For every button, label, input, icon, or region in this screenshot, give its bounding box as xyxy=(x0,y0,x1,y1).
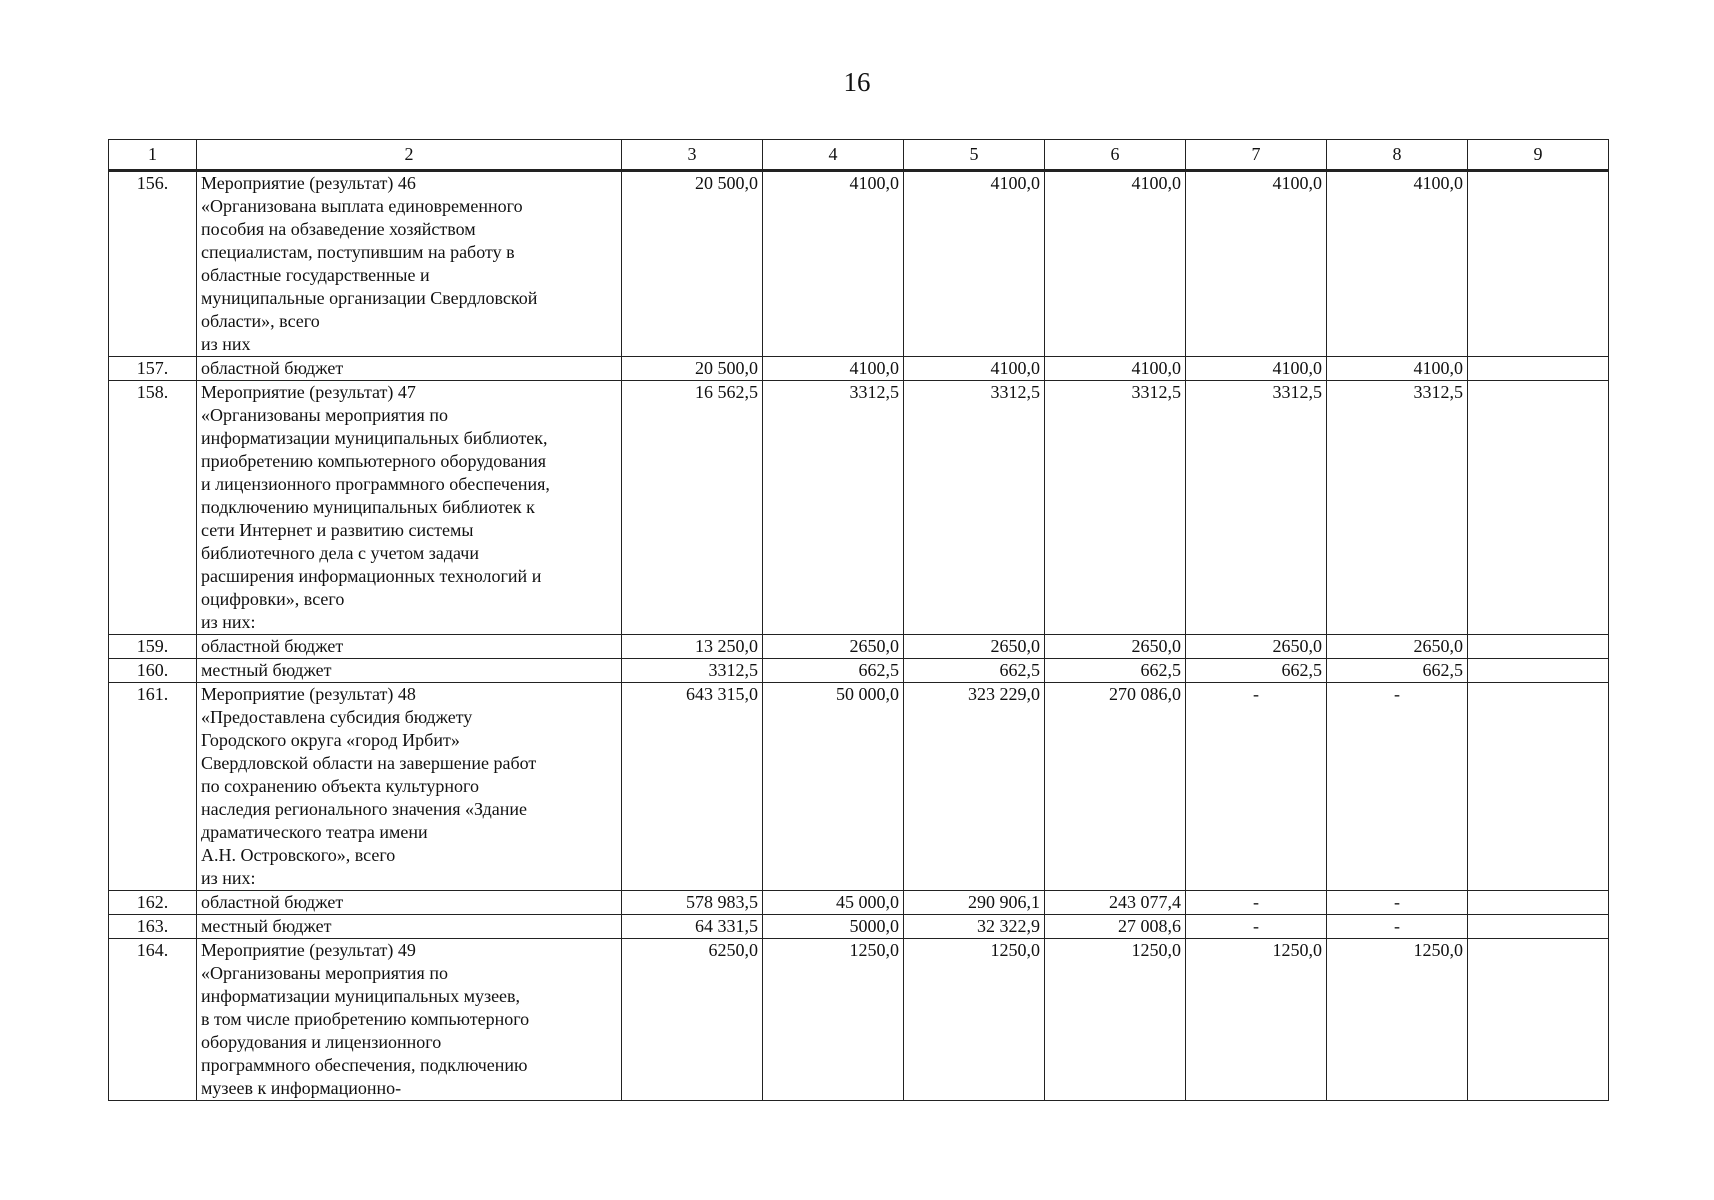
table-row xyxy=(109,891,1609,915)
column-header: 9 xyxy=(1468,140,1609,171)
value-cell: 4100,0 xyxy=(1186,171,1327,357)
table-row xyxy=(109,915,1609,939)
header-row xyxy=(109,140,1609,171)
row-number: 159. xyxy=(109,635,197,659)
value-cell: - xyxy=(1186,683,1327,891)
value-cell: 3312,5 xyxy=(622,659,763,683)
row-description: Мероприятие (результат) 49 «Организованы мероприятия по информатизации муниципальных музеев, в том числе приобретению компьютерного оборудования и лицензионного программного обеспечения, подключению музеев к информационно- xyxy=(197,939,622,1101)
value-cell: 662,5 xyxy=(1327,659,1468,683)
value-cell: 1250,0 xyxy=(904,939,1045,1101)
value-cell: 64 331,5 xyxy=(622,915,763,939)
row-number: 164. xyxy=(109,939,197,1101)
value-cell: 1250,0 xyxy=(1327,939,1468,1101)
table-row xyxy=(109,659,1609,683)
value-cell: 4100,0 xyxy=(904,171,1045,357)
row-description: местный бюджет xyxy=(197,915,622,939)
row-number: 157. xyxy=(109,357,197,381)
value-cell: 3312,5 xyxy=(763,381,904,635)
value-cell: 3312,5 xyxy=(1327,381,1468,635)
row-description: местный бюджет xyxy=(197,659,622,683)
column-header: 6 xyxy=(1045,140,1186,171)
column-header: 2 xyxy=(197,140,622,171)
page-number: 16 xyxy=(843,67,871,97)
value-cell: - xyxy=(1327,891,1468,915)
value-cell: - xyxy=(1327,683,1468,891)
value-cell: 1250,0 xyxy=(1186,939,1327,1101)
row-description: областной бюджет xyxy=(197,891,622,915)
value-cell xyxy=(1468,357,1609,381)
value-cell xyxy=(1468,659,1609,683)
table-row xyxy=(109,683,1609,891)
value-cell: 13 250,0 xyxy=(622,635,763,659)
value-cell: 4100,0 xyxy=(1327,357,1468,381)
value-cell: 1250,0 xyxy=(1045,939,1186,1101)
row-number: 156. xyxy=(109,171,197,357)
value-cell xyxy=(1468,939,1609,1101)
value-cell xyxy=(1468,171,1609,357)
row-number: 161. xyxy=(109,683,197,891)
value-cell: 2650,0 xyxy=(1327,635,1468,659)
value-cell: 270 086,0 xyxy=(1045,683,1186,891)
value-cell: 2650,0 xyxy=(1045,635,1186,659)
value-cell: 16 562,5 xyxy=(622,381,763,635)
value-cell: 2650,0 xyxy=(763,635,904,659)
column-header: 4 xyxy=(763,140,904,171)
row-description: Мероприятие (результат) 47 «Организованы мероприятия по информатизации муниципальных библиотек, приобретению компьютерного оборудования и лицензионного программного обеспечения, подключению муниципальных библиотек к сети Интернет и развитию системы библиотечного дела с учетом задачи расширения информационных технологий и оцифровки», всего из них: xyxy=(197,381,622,635)
value-cell: 5000,0 xyxy=(763,915,904,939)
value-cell: 45 000,0 xyxy=(763,891,904,915)
value-cell: 4100,0 xyxy=(1045,171,1186,357)
value-cell: 20 500,0 xyxy=(622,171,763,357)
value-cell: 1250,0 xyxy=(763,939,904,1101)
value-cell: - xyxy=(1327,915,1468,939)
value-cell xyxy=(1468,635,1609,659)
value-cell: 3312,5 xyxy=(904,381,1045,635)
column-header: 3 xyxy=(622,140,763,171)
value-cell xyxy=(1468,381,1609,635)
table-row xyxy=(109,357,1609,381)
value-cell: 578 983,5 xyxy=(622,891,763,915)
value-cell xyxy=(1468,915,1609,939)
value-cell: 323 229,0 xyxy=(904,683,1045,891)
column-header: 8 xyxy=(1327,140,1468,171)
row-number: 160. xyxy=(109,659,197,683)
value-cell: 3312,5 xyxy=(1045,381,1186,635)
value-cell: 6250,0 xyxy=(622,939,763,1101)
value-cell: 2650,0 xyxy=(904,635,1045,659)
value-cell: 32 322,9 xyxy=(904,915,1045,939)
value-cell: - xyxy=(1186,891,1327,915)
table-row xyxy=(109,171,1609,357)
row-number: 163. xyxy=(109,915,197,939)
table-row xyxy=(109,939,1609,1101)
row-number: 158. xyxy=(109,381,197,635)
value-cell: 4100,0 xyxy=(1327,171,1468,357)
row-description: областной бюджет xyxy=(197,635,622,659)
value-cell: 243 077,4 xyxy=(1045,891,1186,915)
table-row xyxy=(109,381,1609,635)
column-header: 5 xyxy=(904,140,1045,171)
column-header: 1 xyxy=(109,140,197,171)
value-cell: 3312,5 xyxy=(1186,381,1327,635)
row-description: Мероприятие (результат) 48 «Предоставлена субсидия бюджету Городского округа «город Ирбит» Свердловской области на завершение работ по сохранению объекта культурного наследия регионального значения «Здание драматического театра имени А.Н. Островского», всего из них: xyxy=(197,683,622,891)
value-cell xyxy=(1468,891,1609,915)
table-row xyxy=(109,635,1609,659)
row-description: Мероприятие (результат) 46 «Организована выплата единовременного пособия на обзаведение хозяйством специалистам, поступившим на работу в областные государственные и муниципальные организации Свердловской области», всего из них xyxy=(197,171,622,357)
value-cell: 4100,0 xyxy=(1045,357,1186,381)
value-cell: 20 500,0 xyxy=(622,357,763,381)
value-cell: 290 906,1 xyxy=(904,891,1045,915)
value-cell: 4100,0 xyxy=(904,357,1045,381)
value-cell: 4100,0 xyxy=(1186,357,1327,381)
value-cell: 50 000,0 xyxy=(763,683,904,891)
value-cell: 2650,0 xyxy=(1186,635,1327,659)
budget-table xyxy=(108,139,1609,1101)
row-description: областной бюджет xyxy=(197,357,622,381)
value-cell: 4100,0 xyxy=(763,171,904,357)
row-number: 162. xyxy=(109,891,197,915)
column-header: 7 xyxy=(1186,140,1327,171)
value-cell: 27 008,6 xyxy=(1045,915,1186,939)
value-cell: 662,5 xyxy=(1045,659,1186,683)
value-cell: 643 315,0 xyxy=(622,683,763,891)
value-cell: 662,5 xyxy=(904,659,1045,683)
value-cell: 662,5 xyxy=(1186,659,1327,683)
value-cell: 662,5 xyxy=(763,659,904,683)
value-cell: - xyxy=(1186,915,1327,939)
value-cell xyxy=(1468,683,1609,891)
value-cell: 4100,0 xyxy=(763,357,904,381)
